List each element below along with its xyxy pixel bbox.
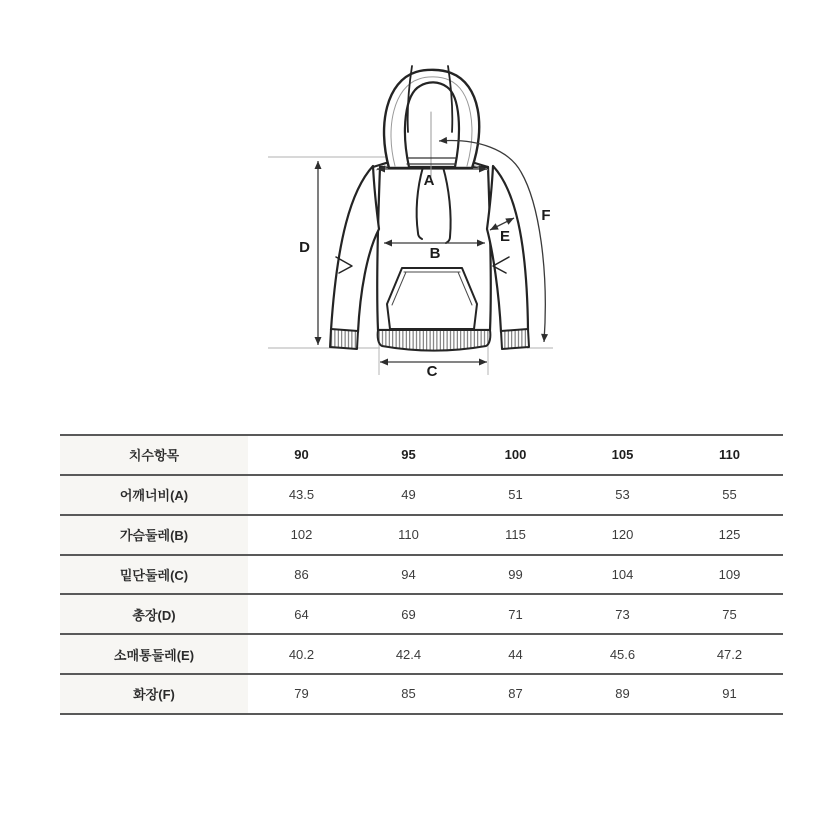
column-header-size-100: 100 xyxy=(462,435,569,475)
value-cell: 45.6 xyxy=(569,634,676,674)
value-cell: 55 xyxy=(676,475,783,515)
value-cell: 49 xyxy=(355,475,462,515)
value-cell: 109 xyxy=(676,555,783,595)
value-cell: 87 xyxy=(462,674,569,714)
value-cell: 43.5 xyxy=(248,475,355,515)
row-label: 화장(F) xyxy=(60,674,248,714)
value-cell: 40.2 xyxy=(248,634,355,674)
value-cell: 104 xyxy=(569,555,676,595)
column-header-item: 치수항목 xyxy=(60,435,248,475)
value-cell: 125 xyxy=(676,515,783,555)
size-chart-table xyxy=(60,434,783,715)
value-cell: 115 xyxy=(462,515,569,555)
value-cell: 44 xyxy=(462,634,569,674)
column-header-size-90: 90 xyxy=(248,435,355,475)
right-sleeve xyxy=(487,166,528,332)
row-label: 밑단둘레(C) xyxy=(60,555,248,595)
column-header-size-105: 105 xyxy=(569,435,676,475)
value-cell: 89 xyxy=(569,674,676,714)
value-cell: 86 xyxy=(248,555,355,595)
left-sleeve xyxy=(331,166,379,332)
value-cell: 53 xyxy=(569,475,676,515)
measure-label-c: C xyxy=(426,363,438,380)
table-row-shoulder-width xyxy=(60,475,783,515)
row-label: 어깨너비(A) xyxy=(60,475,248,515)
value-cell: 42.4 xyxy=(355,634,462,674)
table-row-total-length xyxy=(60,594,783,634)
value-cell: 94 xyxy=(355,555,462,595)
hem-band xyxy=(378,330,491,351)
value-cell: 99 xyxy=(462,555,569,595)
value-cell: 75 xyxy=(676,594,783,634)
value-cell: 102 xyxy=(248,515,355,555)
row-label: 가슴둘레(B) xyxy=(60,515,248,555)
table-row-hem xyxy=(60,555,783,595)
value-cell: 69 xyxy=(355,594,462,634)
value-cell: 79 xyxy=(248,674,355,714)
row-label: 소매통둘레(E) xyxy=(60,634,248,674)
table-row-sleeve-width xyxy=(60,634,783,674)
table-row-chest xyxy=(60,515,783,555)
table-header-row xyxy=(60,435,783,475)
value-cell: 91 xyxy=(676,674,783,714)
value-cell: 85 xyxy=(355,674,462,714)
value-cell: 47.2 xyxy=(676,634,783,674)
column-header-size-110: 110 xyxy=(676,435,783,475)
value-cell: 73 xyxy=(569,594,676,634)
value-cell: 71 xyxy=(462,594,569,634)
right-cuff xyxy=(501,329,529,349)
measure-label-e: E xyxy=(499,228,511,245)
row-label: 총장(D) xyxy=(60,594,248,634)
kangaroo-pocket xyxy=(387,268,477,329)
value-cell: 51 xyxy=(462,475,569,515)
measure-label-a: A xyxy=(423,172,435,189)
measure-label-f: F xyxy=(541,207,551,224)
column-header-size-95: 95 xyxy=(355,435,462,475)
measure-label-b: B xyxy=(429,245,441,262)
table-row-arm-length xyxy=(60,674,783,714)
left-cuff xyxy=(330,329,358,349)
value-cell: 120 xyxy=(569,515,676,555)
measure-label-d: D xyxy=(299,239,310,256)
value-cell: 110 xyxy=(355,515,462,555)
value-cell: 64 xyxy=(248,594,355,634)
